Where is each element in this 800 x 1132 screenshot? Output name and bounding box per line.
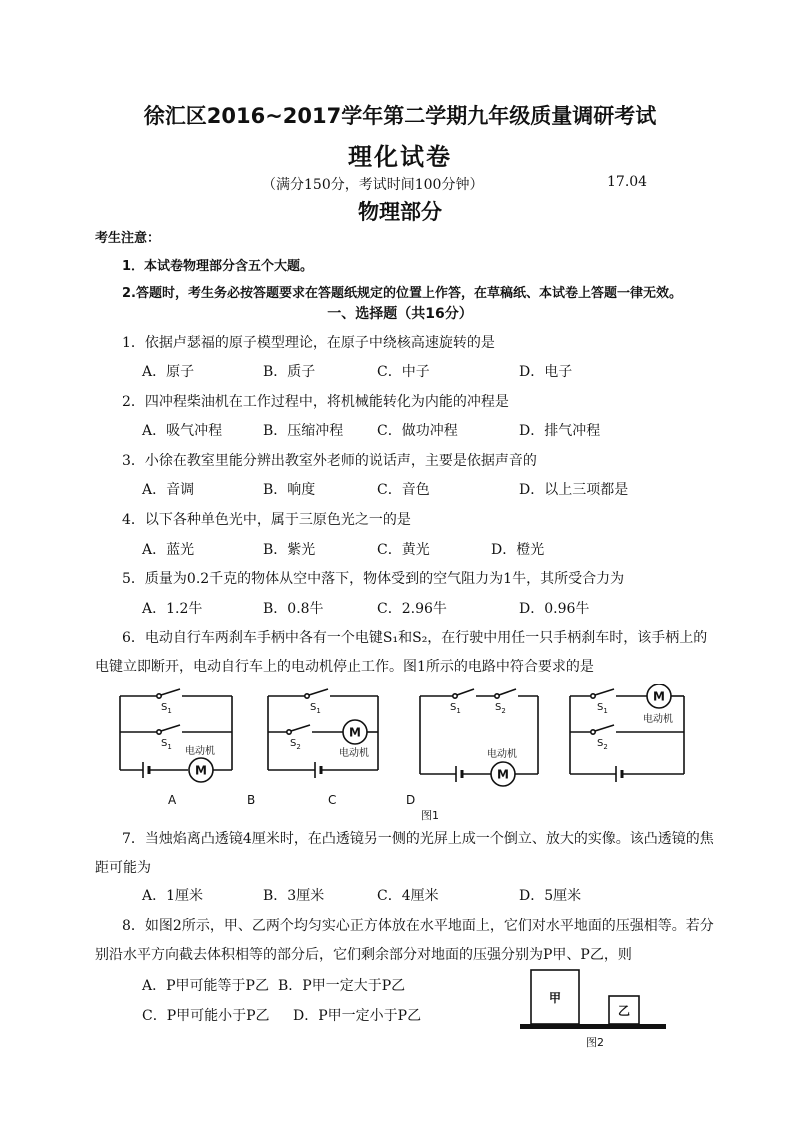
q5-option-a: A．1.2牛 (142, 601, 203, 617)
q1-option-b: B．质子 (263, 364, 316, 380)
circuit-c-motor-label: 电动机 (487, 749, 517, 760)
q8-option-b: B．P甲一定大于P乙 (278, 978, 406, 994)
q8-option-d: D．P甲一定小于P乙 (293, 1008, 422, 1024)
circuit-b-motor-label: 电动机 (339, 748, 369, 759)
q5-option-c: C．2.96牛 (377, 601, 447, 617)
circuit-c-s2-label: $S_2$ (495, 702, 506, 715)
circuit-letter-d: D (406, 793, 416, 807)
q3-option-c: C．音色 (377, 482, 430, 498)
q2-option-d: D．排气冲程 (519, 423, 601, 439)
circuit-d (570, 684, 684, 782)
exam-title: 徐汇区2016~2017学年第二学期九年级质量调研考试 (143, 104, 657, 128)
q2-option-b: B．压缩冲程 (263, 423, 344, 439)
circuit-letter-b: B (247, 793, 256, 807)
circuit-d-s2-label: $S_2$ (597, 738, 608, 751)
q8-option-c: C．P甲可能小于P乙 (142, 1008, 270, 1024)
circuit-b-motor-symbol: M (349, 725, 361, 740)
question-5: 5．质量为0.2千克的物体从空中落下，物体受到的空气阻力为1牛，其所受合力为 (122, 571, 625, 587)
circuit-b-s1-label: $S_1$ (310, 702, 321, 715)
circuit-b (268, 689, 378, 778)
question-6-line-2: 电键立即断开，电动自行车上的电动机停止工作。图1所示的电路中符合要求的是 (95, 659, 594, 675)
q4-option-b: B．紫光 (263, 542, 316, 558)
q8-option-a: A．P甲可能等于P乙 (142, 978, 269, 994)
question-8-line-2: 别沿水平方向截去体积相等的部分后，它们剩余部分对地面的压强分别为P甲、P乙，则 (95, 947, 632, 963)
q3-option-a: A．音调 (142, 482, 195, 498)
q4-option-a: A．蓝光 (142, 542, 195, 558)
ground (520, 1024, 666, 1029)
notice-item-1: 1．本试卷物理部分含五个大题。 (122, 259, 314, 274)
circuit-b-s2-label: $S_2$ (290, 738, 301, 751)
q1-option-d: D．电子 (519, 364, 573, 380)
circuit-a-motor-symbol: M (195, 763, 207, 778)
q3-option-d: D．以上三项都是 (519, 482, 629, 498)
notice-item-2: 2.答题时，考生务必按答题要求在答题纸规定的位置上作答，在草稿纸、本试卷上答题一律无效。 (122, 286, 682, 301)
q7-option-c: C．4厘米 (377, 888, 439, 904)
circuit-d-motor-symbol: M (653, 689, 665, 704)
figure-2-blocks (515, 968, 675, 1050)
q7-option-b: B．3厘米 (263, 888, 325, 904)
circuit-c-s1-label: $S_1$ (450, 702, 461, 715)
circuit-letter-a: A (168, 793, 177, 807)
section-title: 一、选择题（共16分） (327, 306, 473, 322)
q7-option-a: A．1厘米 (142, 888, 204, 904)
question-3: 3．小徐在教室里能分辨出教室外老师的说话声，主要是依据声音的 (122, 453, 537, 469)
figure-1-caption: 图1 (421, 809, 439, 822)
circuit-d-s1-label: $S_1$ (597, 702, 608, 715)
figure-2-caption: 图2 (586, 1036, 604, 1049)
question-6-line-1: 6．电动自行车两刹车手柄中各有一个电键S₁和S₂，在行驶中用任一只手柄刹车时，该手柄上的 (122, 630, 708, 646)
circuit-letter-c: C (328, 793, 337, 807)
question-8-line-1: 8．如图2所示，甲、乙两个均匀实心正方体放在水平地面上，它们对水平地面的压强相等。若分 (122, 918, 714, 934)
q4-option-c: C．黄光 (377, 542, 430, 558)
q5-option-d: D．0.96牛 (519, 601, 590, 617)
question-2: 2．四冲程柴油机在工作过程中，将机械能转化为内能的冲程是 (122, 394, 509, 410)
circuit-a-motor-label: 电动机 (185, 746, 215, 757)
q5-option-b: B．0.8牛 (263, 601, 324, 617)
q3-option-b: B．响度 (263, 482, 316, 498)
exam-meta: （满分150分，考试时间100分钟） (262, 177, 484, 193)
exam-subtitle: 理化试卷 (348, 143, 452, 171)
notice-heading: 考生注意： (95, 231, 161, 246)
q7-option-d: D．5厘米 (519, 888, 582, 904)
q1-option-c: C．中子 (377, 364, 430, 380)
question-4: 4．以下各种单色光中，属于三原色光之一的是 (122, 512, 411, 528)
question-1: 1．依据卢瑟福的原子模型理论，在原子中绕核高速旋转的是 (122, 335, 495, 351)
question-7-line-1: 7．当烛焰离凸透镜4厘米时，在凸透镜另一侧的光屏上成一个倒立、放大的实像。该凸透镜的焦 (122, 831, 714, 847)
circuit-a-s1-label: $S_1$ (161, 702, 172, 715)
circuit-c-motor-symbol: M (497, 767, 509, 782)
circuit-c (420, 689, 538, 786)
block-jia-label: 甲 (548, 991, 562, 1005)
q4-option-d: D．橙光 (491, 542, 545, 558)
circuit-a-s1b-label: $S_1$ (161, 738, 172, 751)
q2-option-c: C．做功冲程 (377, 423, 458, 439)
q2-option-a: A．吸气冲程 (142, 423, 223, 439)
block-yi-label: 乙 (617, 1004, 631, 1018)
circuit-d-motor-label: 电动机 (643, 714, 673, 725)
q1-option-a: A．原子 (142, 364, 195, 380)
question-7-line-2: 距可能为 (95, 860, 151, 876)
circuit-a (120, 689, 232, 782)
figure-1-circuits (110, 684, 710, 824)
part-title: 物理部分 (358, 200, 442, 224)
exam-date: 17.04 (607, 174, 648, 190)
